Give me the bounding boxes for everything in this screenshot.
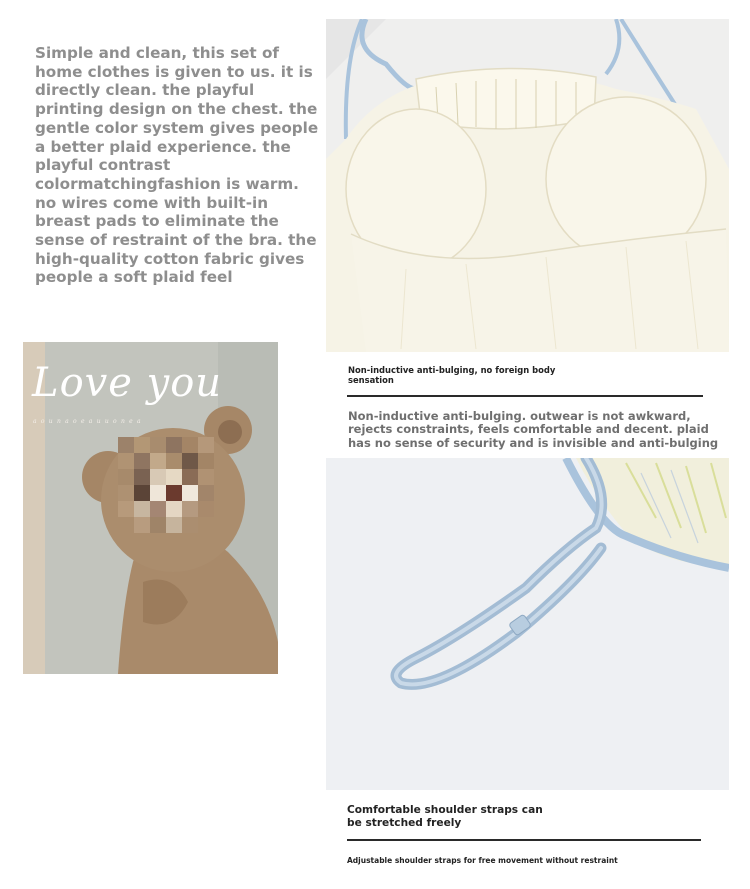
adjustable-straps-footnote: Adjustable shoulder straps for free movement without restraint <box>347 856 618 865</box>
garment-top-photo <box>326 19 729 352</box>
divider-1 <box>347 395 703 397</box>
section1-description: Non-inductive anti-bulging. outwear is not awkward, rejects constraints, feels comfortable and decent. plaid has no sense of security and is invisible and anti-bulging <box>348 409 719 450</box>
intro-paragraph: Simple and clean, this set of home clothes is given to us. it is directly clean. the playful printing design on the chest. the gentle color system gives people a better plaid experience. the playful contrast colormatchingfashion is warm. no wires come with built-in breast pads to eliminate the sense of restraint of the bra. the high-quality cotton fabric gives people a soft plaid feel <box>35 44 319 287</box>
caption-no-foreign-body: Non-inductive anti-bulging, no foreign body sensation <box>348 365 556 385</box>
caption-shoulder-straps: Comfortable shoulder straps can be stretched freely <box>347 804 543 829</box>
love-you-headline: Love you <box>32 360 223 406</box>
divider-2 <box>347 839 701 841</box>
bear-photo <box>23 342 278 674</box>
shoulder-strap-photo <box>326 458 729 790</box>
decorative-script: a o u n a o e a u u o n e a <box>33 418 142 425</box>
